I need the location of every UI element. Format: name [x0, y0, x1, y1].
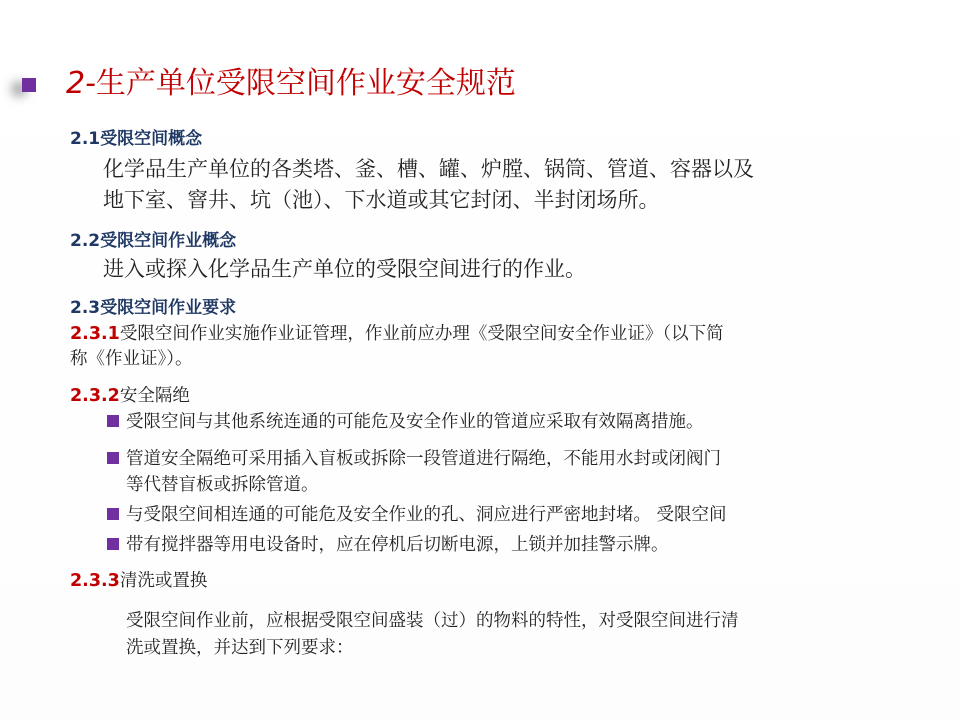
s232-code: 2.3.2 [70, 386, 120, 406]
s21-body-line1: 化学品生产单位的各类塔、釜、槽、罐、炉膛、锅筒、管道、容器以及 [103, 157, 754, 181]
s232-bullet-4 [126, 532, 669, 558]
bullet-square-icon [107, 452, 119, 464]
s233-body-line2: 洗或置换，并达到下列要求： [126, 638, 354, 658]
s231-code: 2.3.1 [70, 324, 120, 344]
s233-heading [70, 568, 207, 594]
s232-bullet-3 [126, 502, 727, 528]
title-number: 2- [66, 66, 96, 101]
s231-line1 [70, 321, 724, 347]
title-bullet-icon [22, 78, 36, 92]
s231-text-line1: 受限空间作业实施作业证管理，作业前应办理《受限空间安全作业证》（以下简 [119, 324, 724, 344]
s21-body-line2: 地下室、窨井、坑（池）、下水道或其它封闭、半封闭场所。 [103, 188, 660, 212]
bullet-square-icon [107, 538, 119, 550]
s231-text-line2: 称《作业证》）。 [70, 349, 193, 369]
bullet-square-icon [107, 508, 119, 520]
s233-code: 2.3.3 [70, 571, 120, 591]
s22-body: 进入或探入化学品生产单位的受限空间进行的作业。 [103, 257, 586, 281]
s233-body-line1: 受限空间作业前，应根据受限空间盛装（过）的物料的特性，对受限空间进行清 [126, 611, 739, 631]
s232-label: 安全隔绝 [119, 386, 190, 406]
s233-label: 清洗或置换 [119, 571, 208, 591]
title-text: 生产单位受限空间作业安全规范 [95, 66, 516, 101]
s232-bullet-4-text: 带有搅拌器等用电设备时，应在停机后切断电源，上锁并加挂警示牌。 [126, 535, 669, 555]
s232-bullet-2-text: 管道安全隔绝可采用插入盲板或拆除一段管道进行隔绝，不能用水封或闭阀门 [126, 449, 721, 469]
slide-title [66, 64, 516, 104]
s232-bullet-2-text-cont: 等代替盲板或拆除管道。 [126, 475, 319, 495]
s232-bullet-3-text: 与受限空间相连通的可能危及安全作业的孔、洞应进行严密地封堵。 受限空间 [126, 505, 727, 525]
s232-heading [70, 383, 190, 409]
s232-bullet-2-cont [126, 472, 319, 498]
s232-bullet-1 [126, 409, 704, 435]
heading-2-3: 2.3受限空间作业要求 [70, 298, 237, 318]
heading-2-2: 2.2受限空间作业概念 [70, 231, 237, 251]
heading-2-1: 2.1受限空间概念 [70, 129, 203, 149]
s232-bullet-1-text: 受限空间与其他系统连通的可能危及安全作业的管道应采取有效隔离措施。 [126, 412, 704, 432]
bullet-square-icon [107, 415, 119, 427]
s232-bullet-2 [126, 446, 721, 472]
